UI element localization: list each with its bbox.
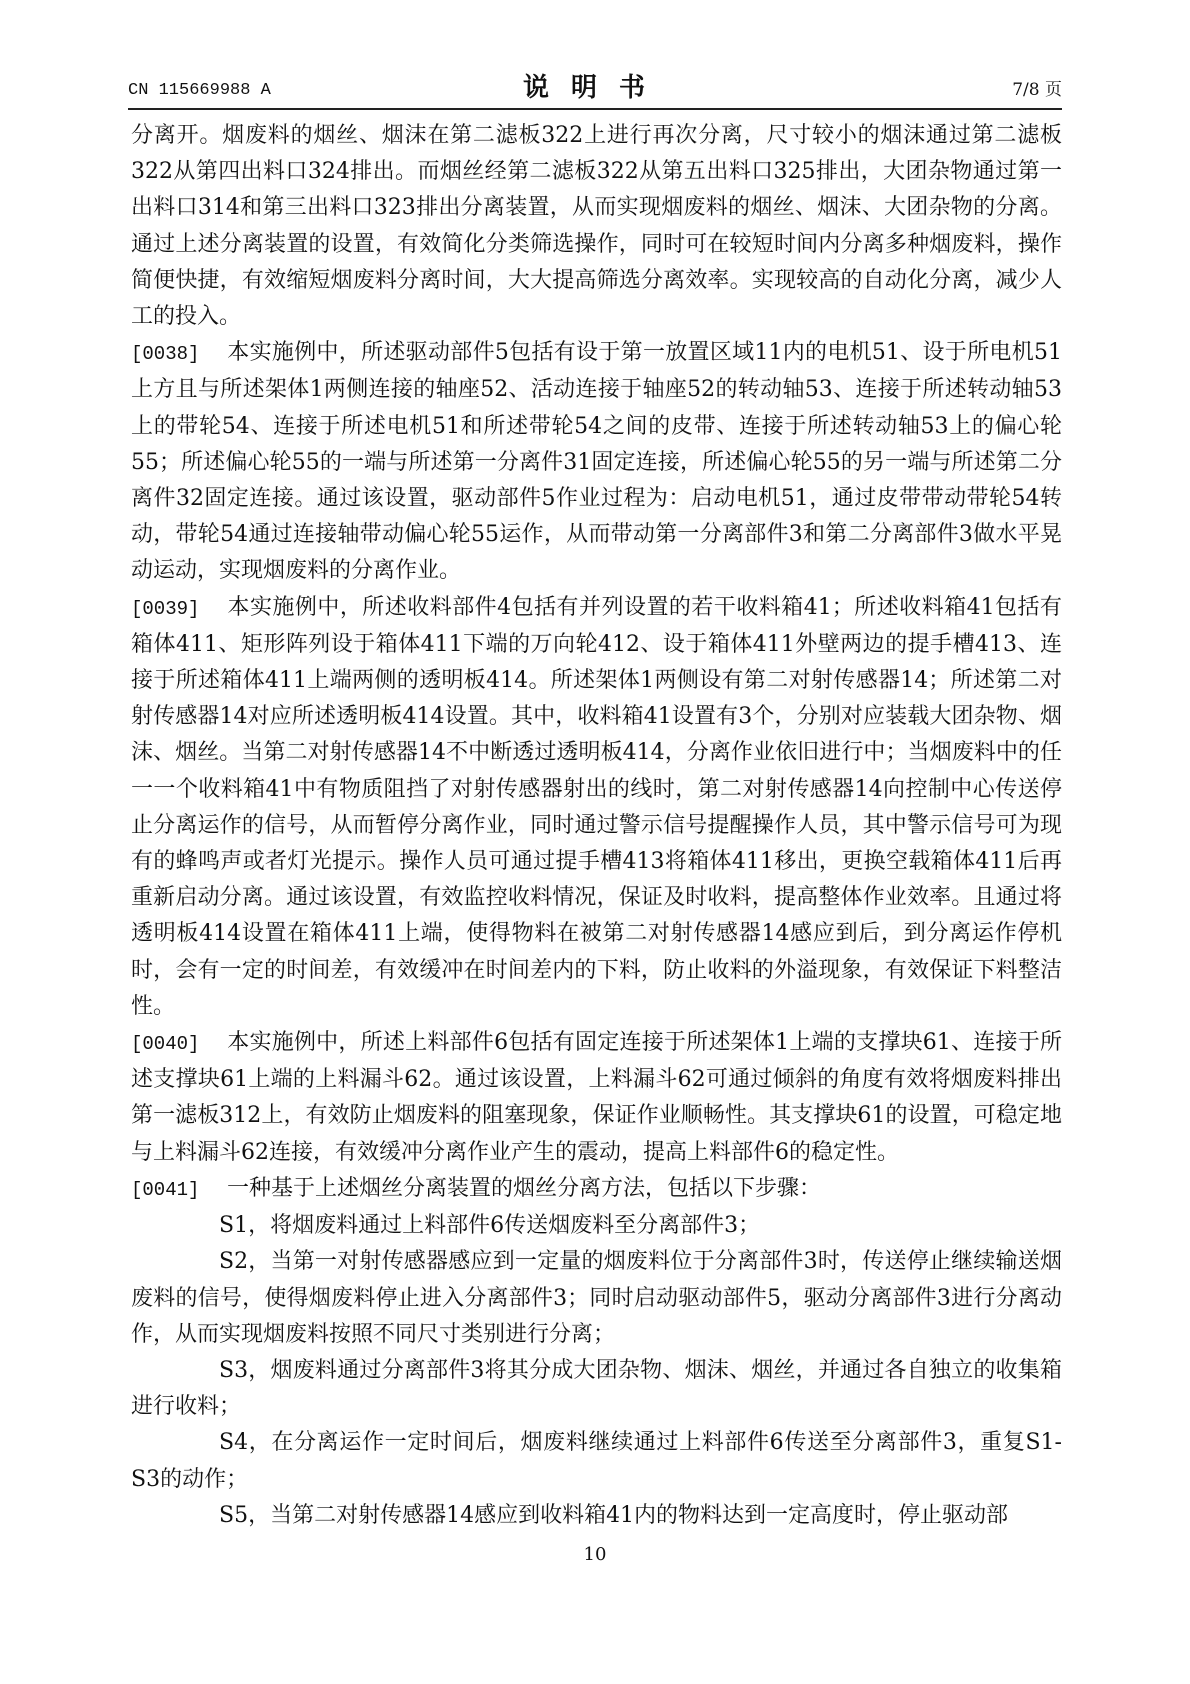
paragraph-text: 本实施例中，所述驱动部件5包括有设于第一放置区域11内的电机51、设于所电机51上方且与所述架体1两侧连接的轴座52、活动连接于轴座52的转动轴53、连接于所述转动轴53上的带轮54、连接于所述电机51和所述带轮54之间的皮带、连接于所述转动轴53上的偏心轮55；所述偏心轮55的一端与所述第一分离件31固定连接，所述偏心轮55的另一端与所述第二分离件32固定连接。通过该设置，驱动部件5作业过程为：启动电机51，通过皮带带动带轮54转动，带轮54通过连接轴带动偏心轮55运作，从而带动第一分离部件3和第二分离部件3做水平晃动运动，实现烟废料的分离作业。 <box>131 340 1062 584</box>
document-body <box>131 118 1062 1534</box>
paragraph-text: 本实施例中，所述收料部件4包括有并列设置的若干收料箱41；所述收料箱41包括有箱体411、矩形阵列设于箱体411下端的万向轮412、设于箱体411外壁两边的提手槽413、连接于所述箱体411上端两侧的透明板414。所述架体1两侧设有第二对射传感器14；所述第二对射传感器14对应所述透明板414设置。其中，收料箱41设置有3个，分别对应装载大团杂物、烟沫、烟丝。当第二对射传感器14不中断透过透明板414，分离作业依旧进行中；当烟废料中的任一一个收料箱41中有物质阻挡了对射传感器射出的线时，第二对射传感器14向控制中心传送停止分离运作的信号，从而暂停分离作业，同时通过警示信号提醒操作人员，其中警示信号可为现有的蜂鸣声或者灯光提示。操作人员可通过提手槽413将箱体411移出，更换空载箱体411后再重新启动分离。通过该设置，有效监控收料情况，保证及时收料，提高整体作业效率。且通过将透明板414设置在箱体411上端，使得物料在被第二对射传感器14感应到后，到分离运作停机时，会有一定的时间差，有效缓冲在时间差内的下料，防止收料的外溢现象，有效保证下料整洁性。 <box>131 594 1062 1019</box>
paragraph-number: [0038] <box>131 343 200 366</box>
step-s5: S5，当第二对射传感器14感应到收料箱41内的物料达到一定高度时，停止驱动部 <box>219 1502 1009 1528</box>
page-number: 10 <box>583 1544 607 1565</box>
paragraph-text: 本实施例中，所述上料部件6包括有固定连接于所述架体1上端的支撑块61、连接于所述支撑块61上端的上料漏斗62。通过该设置，上料漏斗62可通过倾斜的角度有效将烟废料排出第一滤板312上，有效防止烟废料的阻塞现象，保证作业顺畅性。其支撑块61的设置，可稳定地与上料漏斗62连接，有效缓冲分离作业产生的震动，提高上料部件6的稳定性。 <box>131 1030 1062 1165</box>
header-rule <box>128 108 1062 110</box>
paragraph-continued: 分离开。烟废料的烟丝、烟沫在第二滤板322上进行再次分离，尺寸较小的烟沫通过第二滤板322从第四出料口324排出。而烟丝经第二滤板322从第五出料口325排出，大团杂物通过第一出料口314和第三出料口323排出分离装置，从而实现烟废料的烟丝、烟沫、大团杂物的分离。通过上述分离装置的设置，有效简化分类筛选操作，同时可在较短时间内分离多种烟废料，操作简便快捷，有效缩短烟废料分离时间，大大提高筛选分离效率。实现较高的自动化分离，减少人工的投入。 <box>131 123 1062 330</box>
paragraph-text: 一种基于上述烟丝分离装置的烟丝分离方法，包括以下步骤： <box>227 1175 822 1201</box>
step-s1: S1，将烟废料通过上料部件6传送烟废料至分离部件3； <box>219 1213 761 1239</box>
step-s2: S2，当第一对射传感器感应到一定量的烟废料位于分离部件3时，传送停止继续输送烟废料的信号，使得烟废料停止进入分离部件3；同时启动驱动部件5，驱动分离部件3进行分离动作，从而实现烟废料按照不同尺寸类别进行分离； <box>131 1249 1062 1347</box>
step-s3: S3，烟废料通过分离部件3将其分成大团杂物、烟沫、烟丝，并通过各自独立的收集箱进行收料； <box>131 1357 1062 1420</box>
step-s4: S4，在分离运作一定时间后，烟废料继续通过上料部件6传送至分离部件3，重复S1-S3的动作； <box>131 1430 1062 1492</box>
publication-number: CN 115669988 A <box>128 81 271 100</box>
paragraph-0041 <box>131 1171 1062 1208</box>
page-indicator: 7/8 页 <box>1012 80 1062 100</box>
document-title: 说明书 <box>522 73 667 103</box>
paragraph-0038 <box>131 335 1062 589</box>
page-header <box>128 66 1062 106</box>
paragraph-0040 <box>131 1025 1062 1171</box>
paragraph-0039 <box>131 590 1062 1025</box>
paragraph-number: [0039] <box>131 597 200 620</box>
paragraph-number: [0040] <box>131 1033 200 1056</box>
paragraph-number: [0041] <box>131 1178 200 1201</box>
